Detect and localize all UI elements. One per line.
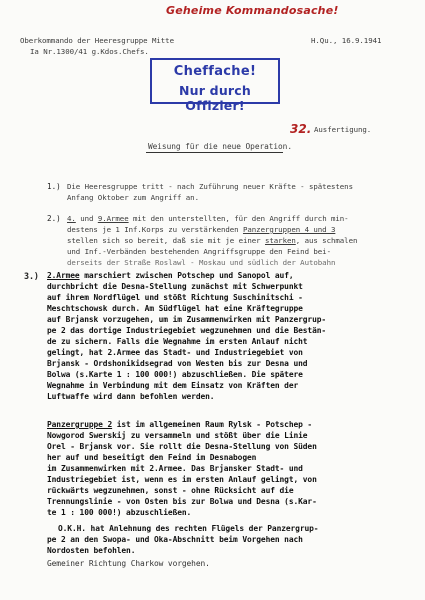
text-line: Meschtschowsk durch. Am Südflügel hat eine Kräftegruppe	[47, 304, 303, 313]
text-line: Trennungslinie - von Osten bis zur Bolwa und Desna (s.Kar-	[47, 497, 317, 506]
text-line: Industriegebiet ist, wenn es im ersten Anlauf gelingt, von	[47, 475, 317, 484]
underlined-9-armee: 9.Armee	[97, 214, 129, 223]
copy-label: Ausfertigung.	[314, 125, 372, 134]
stamp-line-2: Nur durch Offizier!	[179, 83, 251, 113]
text-line: Gemeiner Richtung Charkow vorgehen.	[47, 559, 210, 568]
text-line: Bolwa (s.Karte 1 : 100 000!) abzuschließen. Die spätere	[47, 370, 303, 379]
text-line: her auf und beseitigt den Feind im Desnabogen	[47, 453, 257, 462]
underlined-2-armee: 2.Armee	[47, 271, 80, 280]
text-line: im Zusammenwirken mit 2.Armee. Das Brjansker Stadt- und	[47, 464, 303, 473]
underlined-panzergruppe-2: Panzergruppe 2	[47, 420, 113, 429]
secret-classification-mark: Geheime Kommandosache!	[166, 4, 339, 17]
classification-stamp	[150, 58, 280, 113]
text-line: te 1 : 100 000!) abzuschließen.	[47, 508, 192, 517]
text-line: Die Heeresgruppe tritt - nach Zuführung neuer Kräfte - spätestens	[67, 182, 353, 191]
text-line: Orel - Brjansk vor. Sie rollt die Desna-Stellung von Süden	[47, 442, 317, 451]
text-line: auf ihrem Nordflügel und stößt Richtung Suschinitschi -	[47, 293, 303, 302]
sender-line: Oberkommando der Heeresgruppe Mitte	[20, 36, 174, 45]
text-line: gelingt, hat 2.Armee das Stadt- und Industriegebiet von	[47, 348, 303, 357]
underlined-4: 4.	[67, 214, 76, 223]
underlined-starken: starken	[264, 236, 296, 245]
copy-number: 32.	[290, 122, 312, 136]
reference-number: Ia Nr.1300/41 g.Kdos.Chefs.	[30, 47, 149, 56]
text-line: Brjansk - Ordshonikidsegrad von Westen bis zur Desna und	[47, 359, 308, 368]
document-title: Weisung für die neue Operation.	[148, 142, 292, 151]
text-line: de zu sichern. Falls die Wegnahme im ersten Anlauf nicht	[47, 337, 308, 346]
stamp-line-1: Cheffache!	[173, 64, 257, 79]
text-line: derseits der Straße Roslawl - Moskau und südlich der Autobahn	[67, 258, 336, 267]
text-line: auf Brjansk vorzugehen, um im Zusammenwirken mit Panzergrup-	[47, 315, 327, 324]
text-line: pe 2 das dortige Industriegebiet wegzunehmen und die Bestän-	[47, 326, 327, 335]
text-line: Anfang Oktober zum Angriff an.	[67, 193, 199, 202]
text-line: destens je 1 Inf.Korps zu verstärkenden Panzergruppen 4 und 3	[67, 225, 336, 234]
text-line: durchbricht die Desna-Stellung zunächst mit Schwerpunkt	[47, 282, 303, 291]
text-line: 4. und 9.Armee mit den unterstellten, für den Angriff durch min-	[67, 214, 349, 223]
text-line: pe 2 an den Swopa- und Oka-Abschnitt beim Vorgehen nach	[47, 535, 303, 544]
underlined-panzergruppen: Panzergruppen 4 und 3	[242, 225, 336, 234]
paragraph-1-number: 1.)	[47, 182, 61, 191]
text-line: Nordosten befohlen.	[47, 546, 136, 555]
text-line: stellen sich so bereit, daß sie mit je einer starken, aus schmalen	[67, 236, 358, 245]
paragraph-2-number: 2.)	[47, 214, 61, 223]
title-underline	[146, 152, 283, 153]
location-date: H.Qu., 16.9.1941	[311, 36, 382, 45]
text-line: 2.Armee marschiert zwischen Potschep und Sanopol auf,	[47, 271, 294, 280]
text-line: Wegnahme in Verbindung mit dem Einsatz von Kräften der	[47, 381, 299, 390]
text-line: Luftwaffe wird dann befohlen werden.	[47, 392, 215, 401]
text-line: Nowgorod Swerskij zu versammeln und stößt über die Linie	[47, 431, 308, 440]
text-line: und Inf.-Verbänden bestehenden Angriffsgruppe den Feind bei-	[67, 247, 331, 256]
text-line: O.K.H. hat Anlehnung des rechten Flügels der Panzergrup-	[58, 524, 319, 533]
paragraph-3-number: 3.)	[24, 271, 39, 281]
text-line: rückwärts wegzunehmen, sonst - ohne Rücksicht auf die	[47, 486, 294, 495]
text-line: Panzergruppe 2 ist im allgemeinen Raum Rylsk - Potschep -	[47, 420, 313, 429]
